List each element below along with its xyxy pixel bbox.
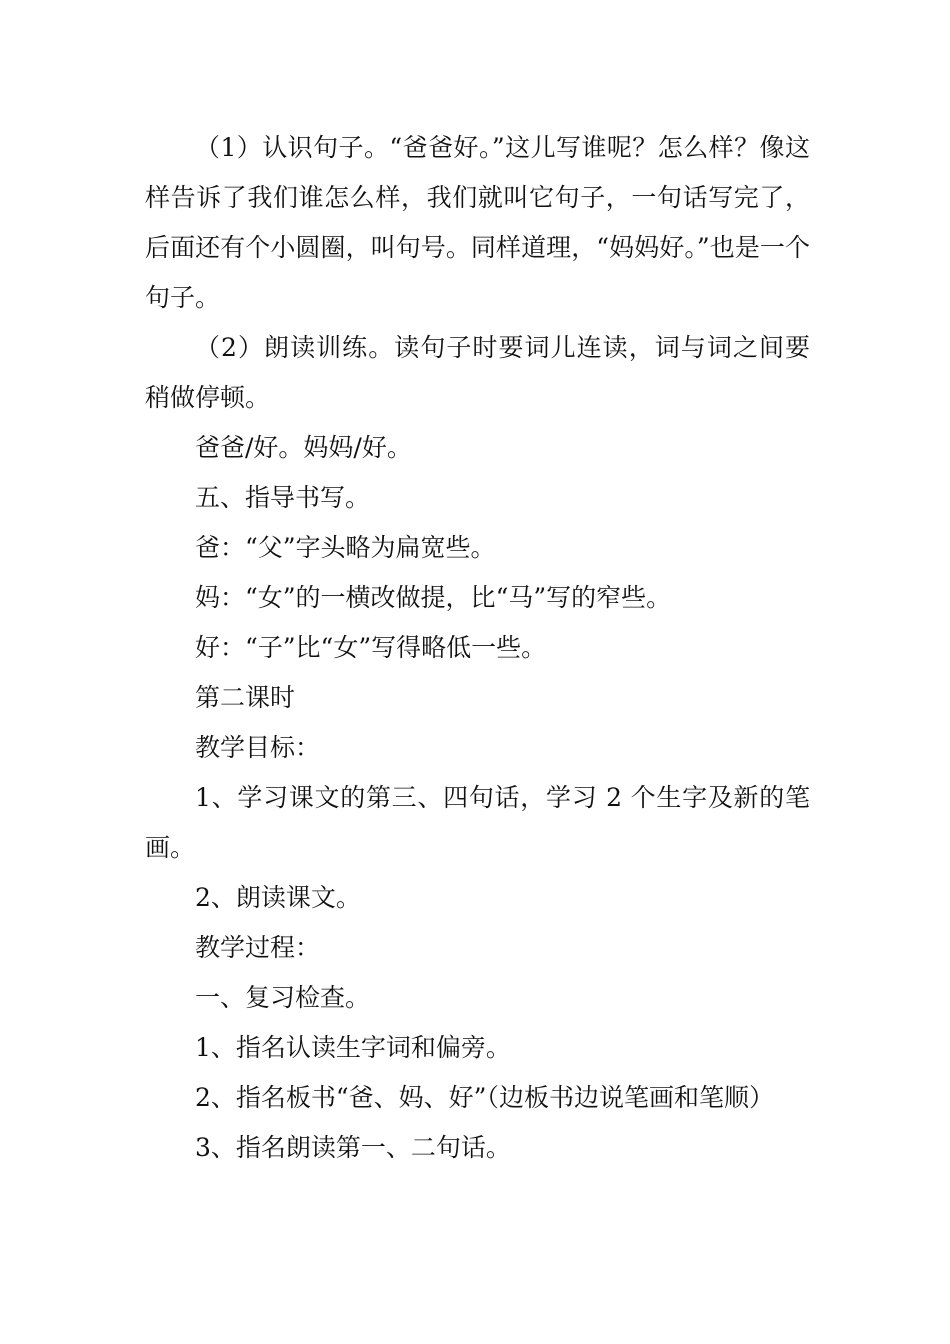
paragraph-reading-training: （2）朗读训练。读句子时要词儿连读，词与词之间要稍做停顿。: [145, 333, 810, 412]
section-heading-goals: 教学目标：: [195, 733, 321, 762]
process-item-1: 1、指名认读生字词和偏旁。: [195, 1033, 511, 1062]
paragraph-reading-example: 爸爸/好。妈妈/好。: [195, 433, 412, 462]
process-step-review: 一、复习检查。: [195, 983, 371, 1012]
document-body: [145, 123, 810, 1173]
paragraph-sentence-intro: （1）认识句子。“爸爸好。”这儿写谁呢？怎么样？像这样告诉了我们谁怎么样，我们就叫它句子，一句话写完了，后面还有个小圆圈，叫句号。同样道理，“妈妈好。”也是一个句子。: [145, 133, 810, 312]
paragraph-writing-ma: 妈：“女”的一横改做提，比“马”写的窄些。: [195, 583, 672, 612]
process-item-3: 3、指名朗读第一、二句话。: [195, 1133, 511, 1162]
lesson-heading: 第二课时: [195, 683, 296, 712]
goal-item-1: 1、学习课文的第三、四句话，学习 2 个生字及新的笔画。: [145, 783, 810, 862]
paragraph-writing-ba: 爸：“父”字头略为扁宽些。: [195, 533, 496, 562]
section-heading-writing: 五、指导书写。: [195, 483, 371, 512]
process-item-2: 2、指名板书“爸、妈、好”（边板书边说笔画和笔顺）: [195, 1083, 774, 1112]
paragraph-writing-hao: 好：“子”比“女”写得略低一些。: [195, 633, 547, 662]
goal-item-2: 2、朗读课文。: [195, 883, 361, 912]
section-heading-process: 教学过程：: [195, 933, 321, 962]
